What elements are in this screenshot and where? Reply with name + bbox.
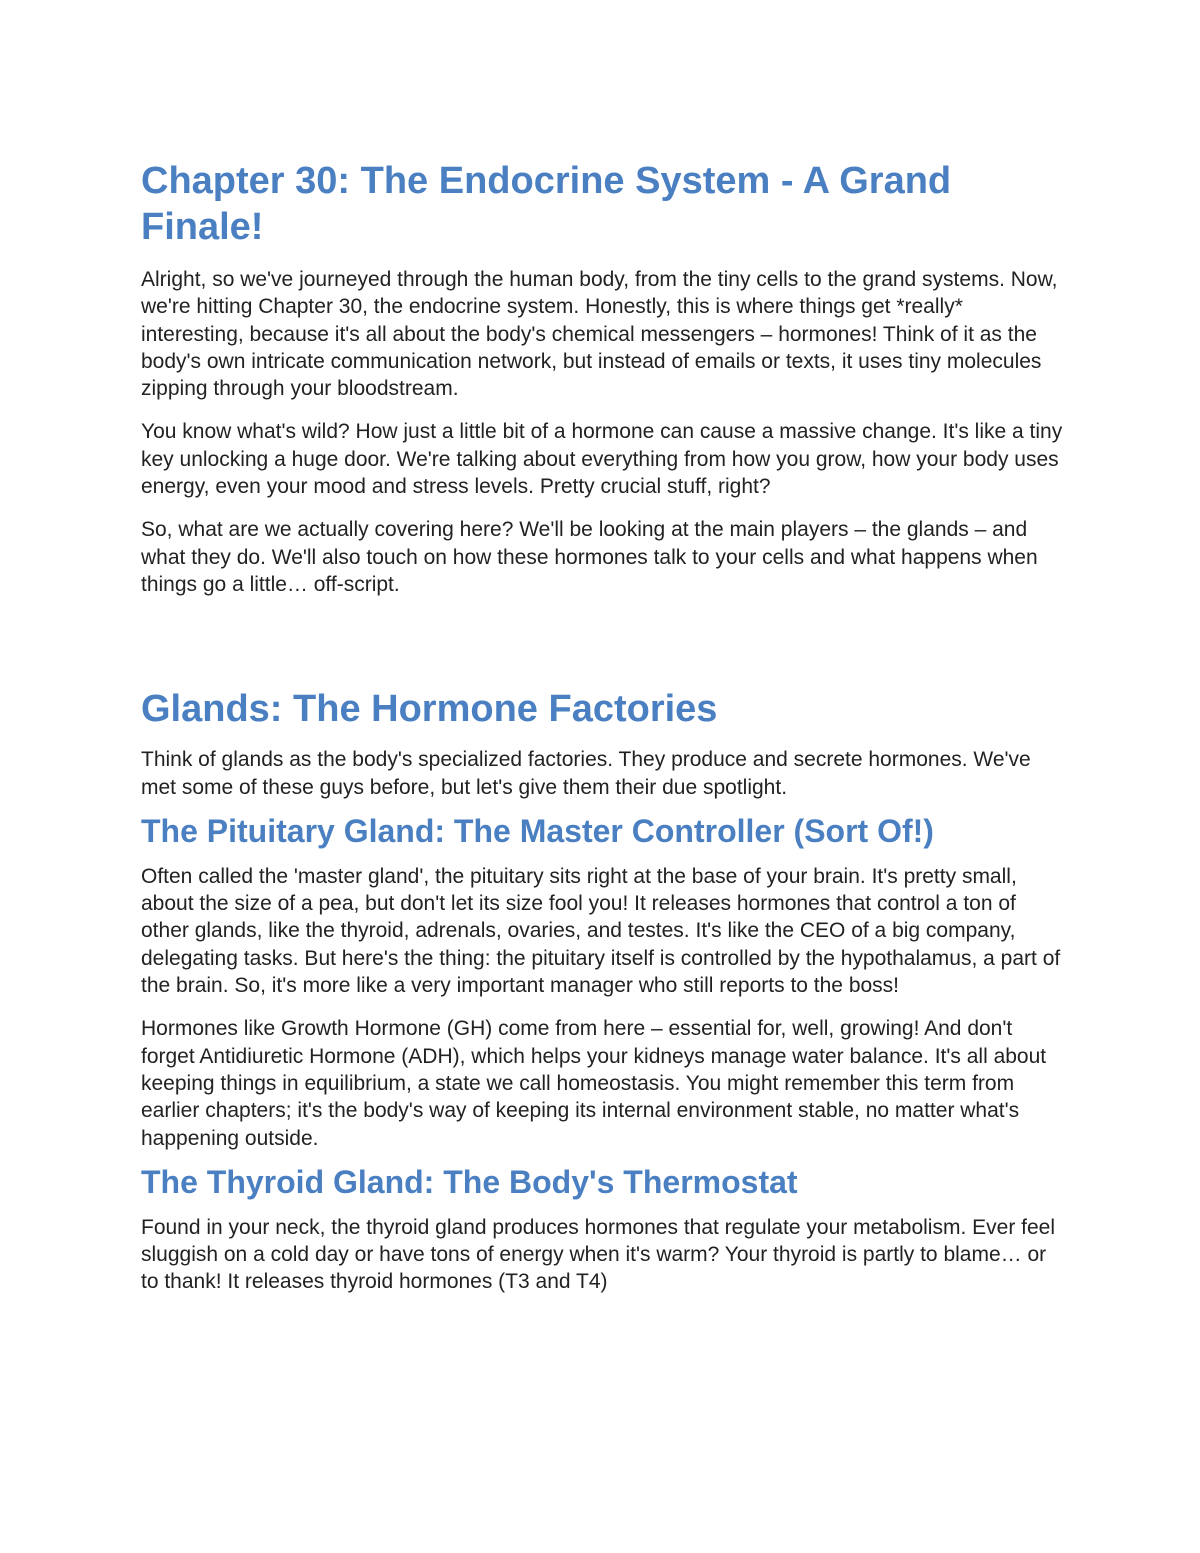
intro-paragraph-3: So, what are we actually covering here? We'll be looking at the main players – the glands – and what they do. We'll also touch on how these hormones talk to your cells and what happens when things go a little… off-script. — [141, 518, 1038, 596]
pituitary-paragraph-2: Hormones like Growth Hormone (GH) come from here – essential for, well, growing! And don't forget Antidiuretic Hormone (ADH), which helps your kidneys manage water balance. It's all about keeping things in equilibrium, a state we call homeostasis. You might remember this term from earlier chapters; it's the body's way of keeping its internal environment stable, no matter what's happening outside. — [141, 1017, 1047, 1150]
pituitary-heading: The Pituitary Gland: The Master Controller (Sort Of!) — [141, 812, 934, 849]
thyroid-paragraph: Found in your neck, the thyroid gland produces hormones that regulate your metabolism. Ever feel sluggish on a cold day or have tons of energy when it's warm? Your thyroid is partly to blame… or to thank! It releases thyroid hormones (T3 and T4) — [141, 1215, 1056, 1294]
pituitary-paragraph-1: Often called the 'master gland', the pituitary sits right at the base of your brain. It's pretty small, about the size of a pea, but don't let its size fool you! It releases hormones that control a ton of other glands, like the thyroid, adrenals, ovaries, and testes. It's like the CEO of a big company, delegating tasks. But here's the thing: the pituitary itself is controlled by the hypothalamus, a part of the brain. So, it's more like a very important manager who still reports to the boss! — [141, 864, 1061, 998]
intro-paragraph-1: Alright, so we've journeyed through the human body, from the tiny cells to the grand systems. Now, we're hitting Chapter 30, the endocrine system. Honestly, this is where things get *really* interesting, because it's all about the body's chemical messengers – hormones! Think of it as the body's own intricate communication network, but instead of emails or texts, it uses tiny molecules zipping through your bloodstream. — [141, 268, 1058, 401]
document-page — [141, 158, 1066, 1296]
glands-heading: Glands: The Hormone Factories — [141, 688, 718, 731]
chapter-heading: Chapter 30: The Endocrine System - A Grand Finale! — [141, 160, 952, 248]
thyroid-heading: The Thyroid Gland: The Body's Thermostat — [141, 1163, 798, 1200]
glands-paragraph: Think of glands as the body's specialized factories. They produce and secrete hormones. We've met some of these guys before, but let's give them their due spotlight. — [141, 748, 1031, 799]
intro-paragraph-2: You know what's wild? How just a little bit of a hormone can cause a massive change. It's like a tiny key unlocking a huge door. We're talking about everything from how you grow, how your body uses energy, even your mood and stress levels. Pretty crucial stuff, right? — [141, 420, 1063, 499]
